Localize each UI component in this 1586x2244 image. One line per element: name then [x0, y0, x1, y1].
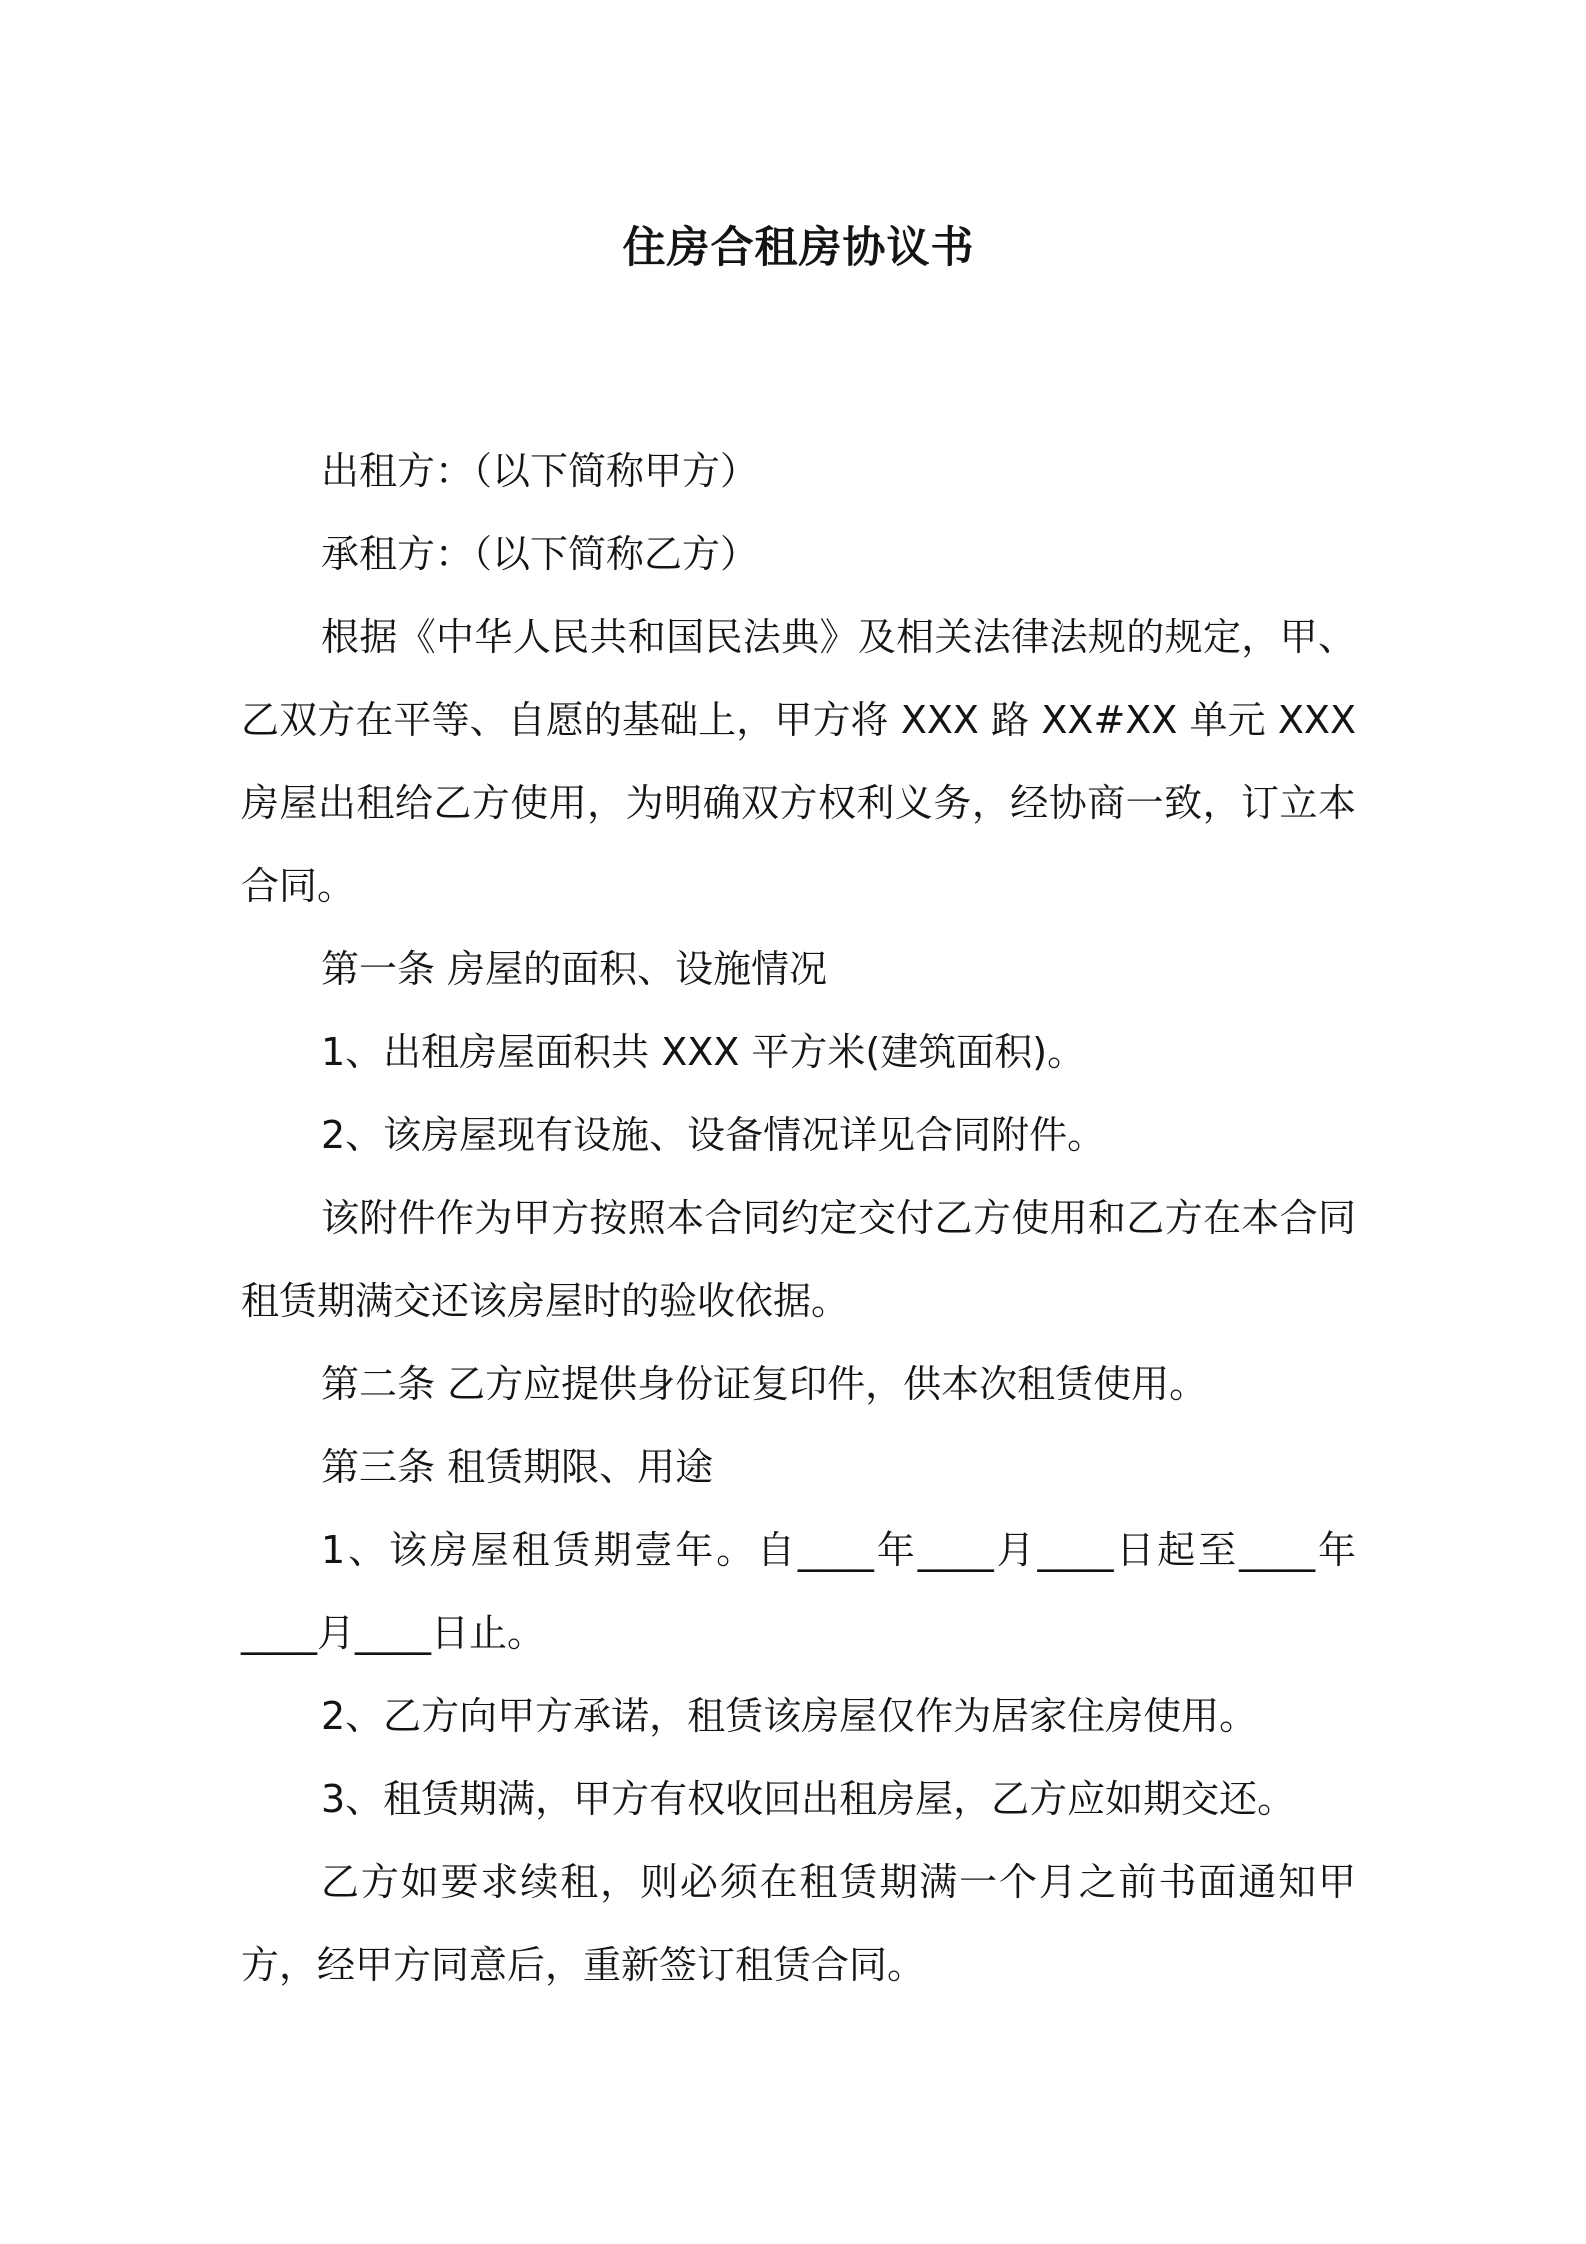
document-body [241, 430, 1356, 2007]
article-3-clause-3: 3、租赁期满，甲方有权收回出租房屋，乙方应如期交还。 [321, 1777, 1296, 1821]
article-2: 第二条 乙方应提供身份证复印件，供本次租赁使用。 [321, 1362, 1208, 1406]
paragraph-preamble: 根据《中华人民共和国民法典》及相关法律法规的规定，甲、乙双方在平等、自愿的基础上，甲方将 XXX 路 XX#XX 单元 XXX 房屋出租给乙方使用，为明确双方权利义务，经协商一致，订立本合同。 [241, 615, 1356, 908]
paragraph-lessor: 出租方：（以下简称甲方） [321, 449, 759, 493]
article-3-renewal-note: 乙方如要求续租，则必须在租赁期满一个月之前书面通知甲方，经甲方同意后，重新签订租赁合同。 [241, 1860, 1356, 1987]
article-3-heading: 第三条 租赁期限、用途 [321, 1445, 714, 1489]
paragraph-lessee: 承租方：（以下简称乙方） [321, 532, 759, 576]
article-3-clause-1: 1、该房屋租赁期壹年。自____年____月____日起至____年____月____日止。 [241, 1528, 1356, 1655]
article-1-clause-1: 1、出租房屋面积共 XXX 平方米(建筑面积)。 [321, 1030, 1086, 1074]
article-1-attachment-note: 该附件作为甲方按照本合同约定交付乙方使用和乙方在本合同租赁期满交还该房屋时的验收依据。 [241, 1196, 1356, 1323]
document-title: 住房合租房协议书 [622, 223, 975, 273]
article-1-clause-2: 2、该房屋现有设施、设备情况详见合同附件。 [321, 1113, 1106, 1157]
article-1-heading: 第一条 房屋的面积、设施情况 [321, 947, 828, 991]
article-3-clause-2: 2、乙方向甲方承诺，租赁该房屋仅作为居家住房使用。 [321, 1694, 1258, 1738]
